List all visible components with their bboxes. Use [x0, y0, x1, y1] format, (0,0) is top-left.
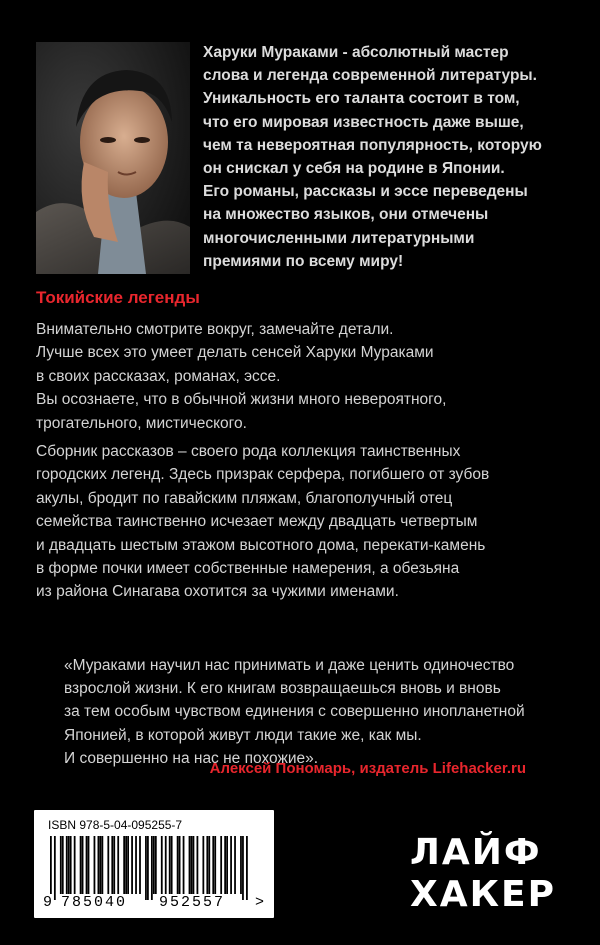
barcode-bar	[153, 836, 155, 894]
isbn-barcode	[34, 810, 274, 918]
barcode-bar	[98, 836, 100, 894]
bio-line: Харуки Мураками - абсолютный мастер	[203, 44, 509, 61]
review-quote	[64, 654, 584, 770]
isbn-number: ISBN 978-5-04-095255-7	[48, 818, 183, 832]
barcode-bar	[191, 836, 193, 894]
paragraph-line: Лучше всех это умеет делать сенсей Харуки Мураками	[36, 344, 434, 362]
barcode-bar	[86, 836, 88, 894]
barcode-bar	[62, 836, 64, 894]
barcode-bar	[82, 836, 84, 894]
barcode-bar	[169, 836, 171, 894]
barcode-bar	[127, 836, 129, 894]
paragraph-line: семейства таинственно исчезает между двадцать четвертым	[36, 513, 478, 531]
barcode-bar	[226, 836, 228, 894]
barcode-bar	[74, 836, 76, 894]
description-paragraph-2	[36, 440, 576, 604]
quote-author: Алексей Пономарь, издатель Lifehacker.ru	[209, 760, 526, 777]
barcode-bar	[242, 836, 244, 900]
bio-line: слова и легенда современной литературы.	[203, 67, 537, 85]
barcode-bar	[111, 836, 113, 894]
barcode-quiet-mark: >	[255, 894, 265, 911]
barcode-bar	[60, 836, 62, 894]
barcode-bar	[230, 836, 232, 894]
paragraph-line: городских легенд. Здесь призрак серфера, погибшего от зубов	[36, 466, 490, 484]
quote-line: «Мураками научил нас принимать и даже ценить одиночество	[64, 657, 515, 674]
barcode-bar	[107, 836, 109, 894]
section-title: Токийские легенды	[36, 288, 200, 307]
bio-line: Уникальность его таланта состоит в том,	[203, 90, 520, 108]
barcode-bar	[171, 836, 173, 894]
quote-line: за тем особым чувством единения с совершенно инопланетной	[64, 703, 525, 721]
barcode-bars	[50, 836, 248, 900]
barcode-bar	[101, 836, 103, 894]
bio-line: он снискал у себя на родине в Японии.	[203, 160, 505, 178]
barcode-bar	[147, 836, 149, 900]
barcode-bar	[68, 836, 70, 894]
bio-line: многочисленными литературными	[203, 229, 475, 247]
logo-line-1: ЛАЙФ	[410, 832, 542, 873]
barcode-bar	[100, 836, 102, 894]
bio-line: Его романы, рассказы и эссе переведены	[203, 183, 528, 201]
barcode-bar	[66, 836, 68, 894]
paragraph-line: в своих рассказах, романах, эссе.	[36, 367, 281, 385]
barcode-bar	[246, 836, 248, 900]
description-paragraph-1	[36, 318, 576, 435]
author-photo	[36, 42, 190, 274]
paragraph-line: акулы, бродит по гавайским пляжам, благополучный отец	[36, 489, 453, 507]
paragraph-line: и двадцать шестым этажом высотного дома, перекати-камень	[36, 536, 486, 554]
barcode-bar	[220, 836, 222, 894]
bio-line: премиями по всему миру!	[203, 252, 404, 270]
barcode-bar	[240, 836, 242, 894]
barcode-bar	[183, 836, 185, 894]
barcode-bar	[224, 836, 226, 894]
quote-line: взрослой жизни. К его книгам возвращаешься вновь и вновь	[64, 680, 501, 698]
bio-line: на множество языков, они отмечены	[203, 206, 489, 224]
paragraph-line: Вы осознаете, что в обычной жизни много невероятного,	[36, 391, 447, 409]
barcode-bar	[50, 836, 52, 900]
paragraph-line: Внимательно смотрите вокруг, замечайте детали.	[36, 321, 394, 338]
barcode-first-digit: 9	[43, 894, 53, 911]
barcode-bar	[70, 836, 72, 894]
author-bio	[203, 41, 583, 273]
bio-line: что его мировая известность даже выше,	[203, 113, 524, 131]
barcode-bar	[155, 836, 157, 894]
barcode-bar	[131, 836, 133, 894]
quote-line: И совершенно на нас не похожие».	[64, 749, 319, 767]
barcode-bar	[94, 836, 96, 894]
bio-line: чем та невероятная популярность, которую	[203, 136, 542, 154]
barcode-bar	[165, 836, 167, 894]
paragraph-line: Сборник рассказов – своего рода коллекция таинственных	[36, 443, 461, 460]
barcode-bar	[123, 836, 125, 894]
barcode-bar	[151, 836, 153, 900]
barcode-bar	[54, 836, 56, 900]
barcode-bar	[145, 836, 147, 900]
barcode-bar	[125, 836, 127, 894]
barcode-bar	[88, 836, 90, 894]
barcode-bar	[117, 836, 119, 894]
paragraph-line: в форме почки имеет собственные намерения, а обезьяна	[36, 560, 460, 578]
barcode-bar	[208, 836, 210, 894]
barcode-bar	[193, 836, 195, 894]
barcode-left-group: 785040	[61, 894, 128, 911]
quote-line: Японией, в которой живут люди такие же, как мы.	[64, 726, 422, 744]
barcode-bar	[113, 836, 115, 894]
barcode-bar	[177, 836, 179, 894]
logo-line-2: ХАКЕР	[410, 874, 557, 915]
paragraph-line: из района Синагава охотится за чужими именами.	[36, 583, 399, 601]
publisher-logo	[410, 832, 570, 916]
barcode-bar	[189, 836, 191, 894]
barcode-digits	[42, 894, 266, 912]
barcode-bar	[80, 836, 82, 894]
paragraph-line: трогательного, мистического.	[36, 414, 247, 432]
barcode-bar	[135, 836, 137, 894]
barcode-bar	[179, 836, 181, 894]
barcode-bar	[139, 836, 141, 894]
barcode-bar	[214, 836, 216, 894]
barcode-bar	[202, 836, 204, 894]
barcode-right-group: 952557	[159, 894, 226, 911]
barcode-bar	[197, 836, 199, 894]
barcode-bar	[206, 836, 208, 894]
barcode-bar	[212, 836, 214, 894]
barcode-bar	[161, 836, 163, 894]
barcode-bar	[234, 836, 236, 894]
